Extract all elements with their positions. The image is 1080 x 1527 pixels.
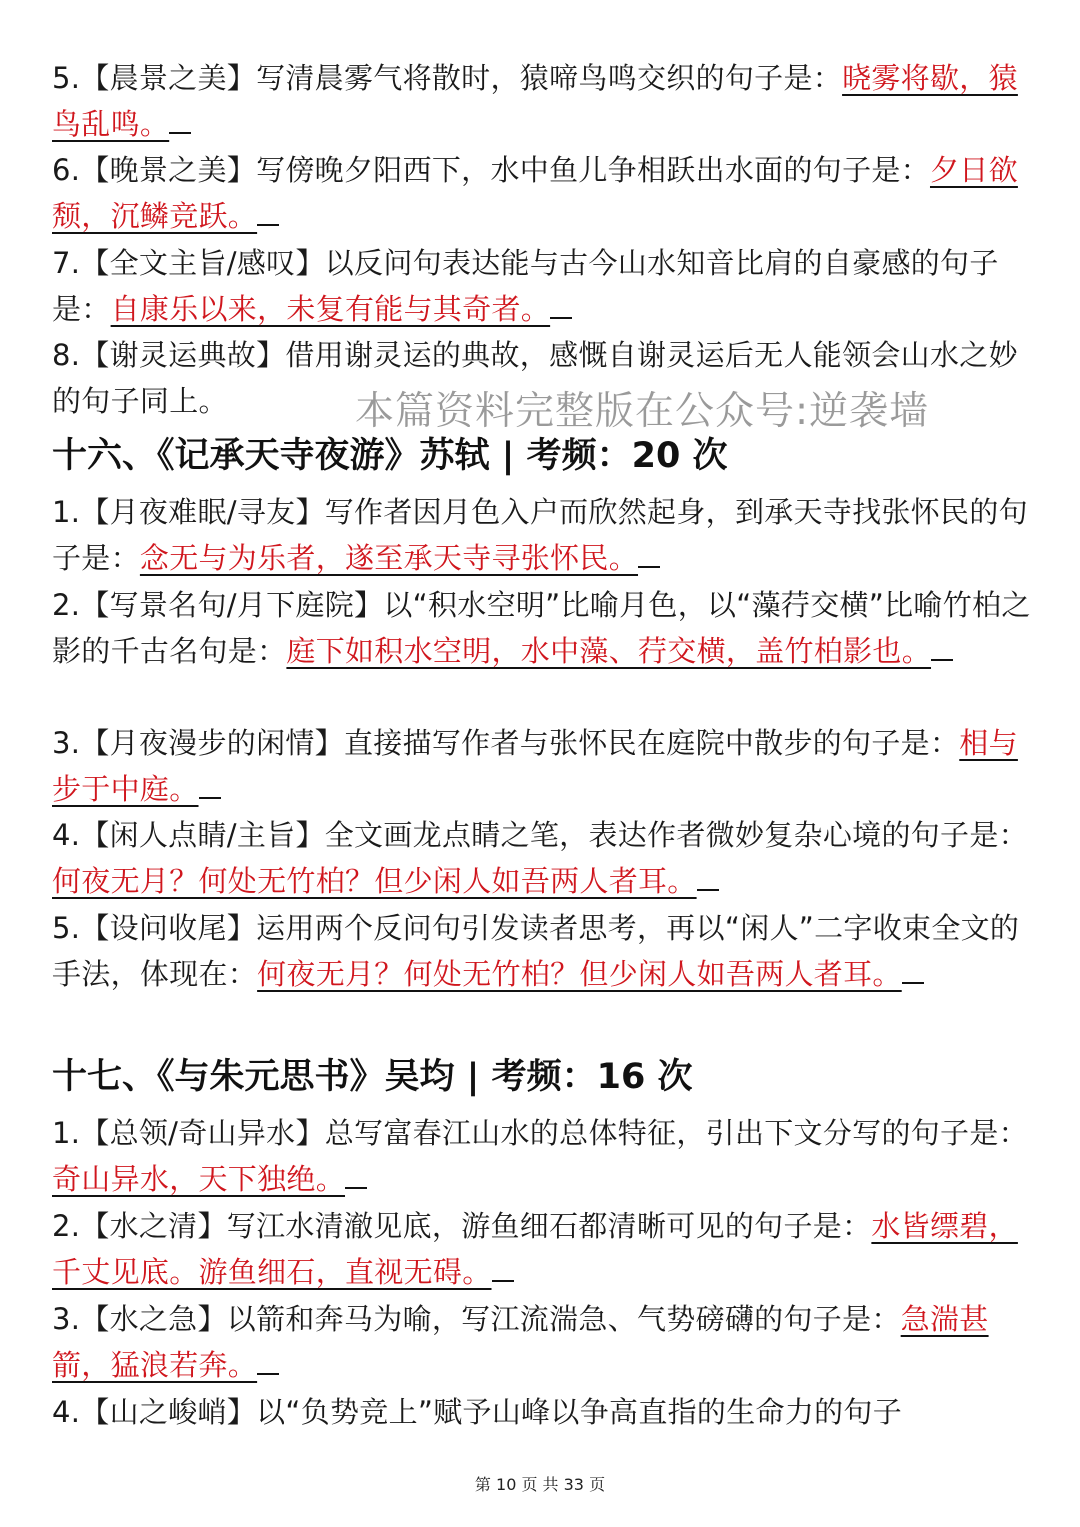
answer-text: 庭下如积水空明，水中藻、荇交横，盖竹柏影也。 xyxy=(286,634,932,668)
s17-item-4 xyxy=(52,1389,1036,1435)
answer-blank xyxy=(169,102,191,134)
item-7-theme xyxy=(52,240,1036,332)
answer-blank xyxy=(638,536,660,568)
watermark: 本篇资料完整版在公众号:逆袭墙 xyxy=(355,389,930,434)
answer-blank xyxy=(257,1343,279,1375)
question-text: 2.【写景名句/月下庭院】以“积水空明”比喻月色，以“藻荇交横”比喻竹柏之影的千古名句是： xyxy=(52,588,1031,668)
answer-text: 夕日欲颓，沉鳞竞跃。 xyxy=(52,153,1018,233)
s16-item-3 xyxy=(52,720,1036,812)
question-text: 4.【闲人点睛/主旨】全文画龙点睛之笔，表达作者微妙复杂心境的句子是： xyxy=(52,818,1028,852)
s16-item-1 xyxy=(52,489,1036,581)
answer-blank xyxy=(931,629,953,661)
answer-blank xyxy=(345,1157,367,1189)
s16-item-2 xyxy=(52,582,1036,674)
answer-text: 晓雾将歇，猿鸟乱鸣。 xyxy=(52,61,1018,141)
answer-text: 急湍甚箭，猛浪若奔。 xyxy=(52,1302,989,1382)
question-text: 7.【全文主旨/感叹】以反问句表达能与古今山水知音比肩的自豪感的句子是： xyxy=(52,246,999,326)
question-text: 4.【山之峻峭】以“负势竞上”赋予山峰以争高直指的生命力的句子 xyxy=(52,1395,903,1429)
answer-text: 相与步于中庭。 xyxy=(52,726,1018,806)
section-16-title: 十六、《记承天寺夜游》苏轼 | 考频：20 次 xyxy=(52,436,728,476)
question-text: 6.【晚景之美】写傍晚夕阳西下，水中鱼儿争相跃出水面的句子是： xyxy=(52,153,930,187)
s16-item-4 xyxy=(52,812,1036,904)
answer-text: 奇山异水，天下独绝。 xyxy=(52,1162,346,1196)
question-text: 1.【月夜难眠/寻友】写作者因月色入户而欣然起身，到承天寺找张怀民的句子是： xyxy=(52,495,1028,575)
section-17-title: 十七、《与朱元思书》吴均 | 考频：16 次 xyxy=(52,1057,693,1097)
answer-text: 何夜无月？何处无竹柏？但少闲人如吾两人者耳。 xyxy=(257,957,902,991)
answer-text: 念无与为乐者，遂至承天寺寻张怀民。 xyxy=(139,541,639,575)
answer-blank xyxy=(550,287,572,319)
question-text: 8.【谢灵运典故】借用谢灵运的典故，感慨自谢灵运后无人能领会山水之妙的句子同上。 xyxy=(52,338,1018,418)
answer-blank xyxy=(902,952,924,984)
question-text: 5.【设问收尾】运用两个反问句引发读者思考，再以“闲人”二字收束全文的手法，体现在： xyxy=(52,911,1020,991)
answer-text: 自康乐以来，未复有能与其奇者。 xyxy=(110,292,551,326)
question-text: 2.【水之清】写江水清澈见底，游鱼细石都清晰可见的句子是： xyxy=(52,1209,872,1243)
s17-item-1 xyxy=(52,1110,1036,1202)
question-text: 3.【月夜漫步的闲情】直接描写作者与张怀民在庭院中散步的句子是： xyxy=(52,726,960,760)
question-text: 1.【总领/奇山异水】总写富春江山水的总体特征，引出下文分写的句子是： xyxy=(52,1116,1028,1150)
s17-item-3 xyxy=(52,1296,1036,1388)
question-text: 3.【水之急】以箭和奔马为喻，写江流湍急、气势磅礴的句子是： xyxy=(52,1302,901,1336)
answer-blank xyxy=(697,859,719,891)
item-6-dusk xyxy=(52,147,1036,239)
answer-text: 何夜无月？何处无竹柏？但少闲人如吾两人者耳。 xyxy=(52,864,697,898)
page-number: 第 10 页 共 33 页 xyxy=(474,1475,606,1494)
s16-item-5 xyxy=(52,905,1036,997)
item-5-dawn xyxy=(52,55,1036,147)
answer-text: 水皆缥碧，千丈见底。游鱼细石，直视无碍。 xyxy=(52,1209,1018,1289)
answer-blank xyxy=(257,194,279,226)
answer-blank xyxy=(199,767,221,799)
s17-item-2 xyxy=(52,1203,1036,1295)
answer-blank xyxy=(492,1250,514,1282)
question-text: 5.【晨景之美】写清晨雾气将散时，猿啼鸟鸣交织的句子是： xyxy=(52,61,843,95)
